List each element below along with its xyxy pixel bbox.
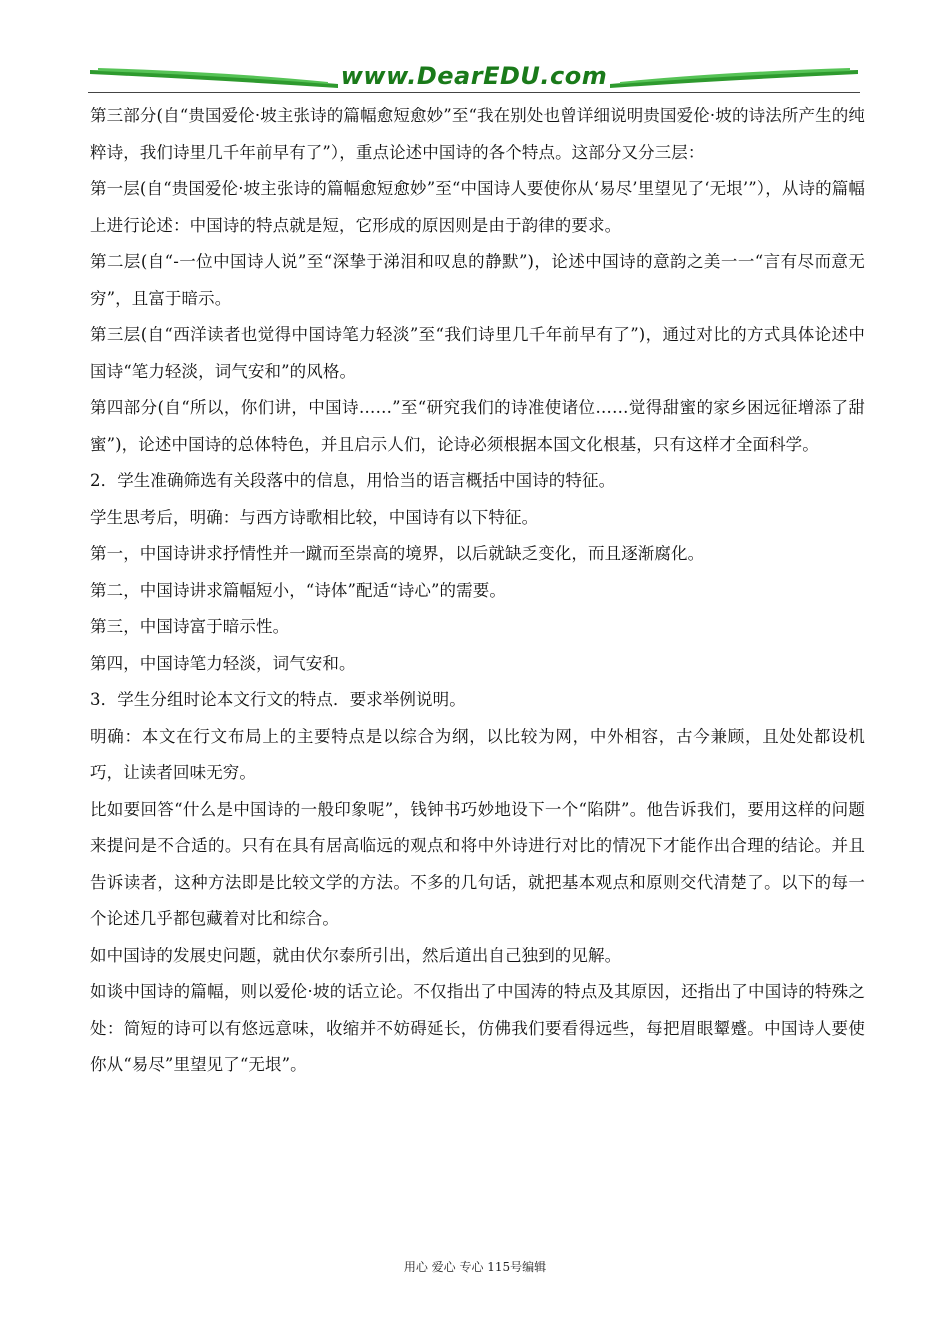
paragraph: 第一层(自“贵国爱伦·坡主张诗的篇幅愈短愈妙”至“中国诗人要使你从‘易尽’里望见了‘无垠’”），从诗的篇幅上进行论述：中国诗的特点就是短，它形成的原因则是由于韵律的要求。 (90, 179, 865, 235)
paragraph: 第三层(自“西洋读者也觉得中国诗笔力轻淡”至“我们诗里几千年前早有了”)，通过对比的方式具体论述中国诗“笔力轻淡，词气安和”的风格。 (90, 325, 865, 381)
paragraph: 第三，中国诗富于暗示性。 (90, 617, 290, 636)
paragraph: 第二，中国诗讲求篇幅短小，“诗体”配适“诗心”的需要。 (90, 580, 506, 600)
paragraph: 比如要回答“什么是中国诗的一般印象呢”，钱钟书巧妙地设下一个“陷阱”。他告诉我们，要用这样的问题来提问是不合适的。只有在具有居高临远的观点和将中外诗进行对比的情况下才能作出合理的结论。并且告诉读者，这种方法即是比较文学的方法。不多的几句话，就把基本观点和原则交代清楚了。以下的每一个论述几乎都包藏着对比和综合。 (90, 799, 865, 928)
document-body (90, 98, 865, 1084)
paragraph: 3．学生分组时论本文行文的特点．要求举例说明。 (90, 690, 466, 709)
paragraph: 第四，中国诗笔力轻淡，词气安和。 (90, 653, 356, 673)
paragraph: 如谈中国诗的篇幅，则以爱伦·坡的话立论。不仅指出了中国涛的特点及其原因，还指出了中国诗的特殊之处：简短的诗可以有悠远意味，收缩并不妨碍延长，仿佛我们要看得远些，每把眉眼颦蹙。中国诗人要使你从“易尽”里望见了“无垠”。 (90, 982, 865, 1074)
header-divider (88, 92, 860, 93)
paragraph: 学生思考后，明确：与西方诗歌相比较，中国诗有以下特征。 (90, 507, 539, 527)
site-logo-text[interactable]: www.DearEDU.com (340, 62, 608, 90)
paragraph: 第三部分(自“贵国爱伦·坡主张诗的篇幅愈短愈妙”至“我在别处也曾详细说明贵国爱伦·坡的诗法所产生的纯粹诗，我们诗里几千年前早有了”），重点论述中国诗的各个特点。这部分又分三层： (90, 106, 865, 162)
paragraph: 明确：本文在行文布局上的主要特点是以综合为纲，以比较为网，中外相容，古今兼顾，且处处都设机巧，让读者回味无穷。 (90, 726, 865, 782)
paragraph: 第二层(自“-一位中国诗人说”至“深挚于涕泪和叹息的静默”)，论述中国诗的意韵之美一一“言有尽而意无穷”，且富于暗示。 (90, 252, 865, 308)
paragraph: 第一，中国诗讲求抒情性并一蹴而至崇高的境界，以后就缺乏变化，而且逐渐腐化。 (90, 544, 705, 563)
paragraph: 2．学生准确筛选有关段落中的信息，用恰当的语言概括中国诗的特征。 (90, 471, 616, 490)
site-header (88, 60, 860, 96)
paragraph: 如中国诗的发展史问题，就由伏尔泰所引出，然后道出自己独到的见解。 (90, 945, 622, 965)
page-footer: 用心 爱心 专心 115号编辑 (403, 1260, 547, 1274)
paragraph: 第四部分(自“所以，你们讲，中国诗……”至“研究我们的诗准使诸位……觉得甜蜜的家乡困远征增添了甜蜜”)，论述中国诗的总体特色，并且启示人们，论诗必须根据本国文化根基，只有这样才全面科学。 (90, 398, 865, 454)
